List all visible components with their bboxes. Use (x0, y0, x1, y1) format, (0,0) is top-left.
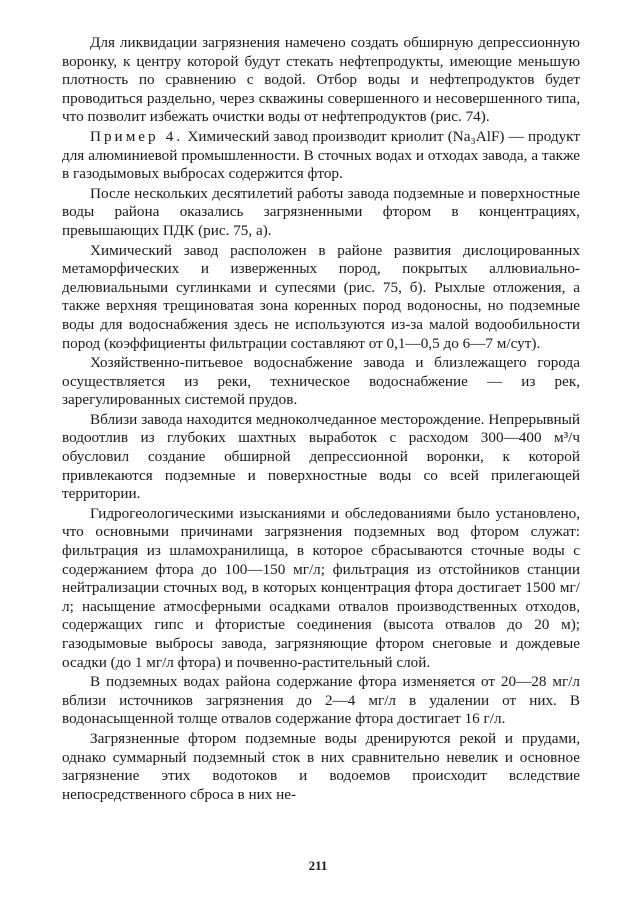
paragraph-example-4 (62, 128, 580, 184)
page-number: 211 (308, 858, 328, 873)
paragraph-geology: Химический завод расположен в районе развития дислоцированных метаморфических и изверженных пород, покрытых аллювиально-делювиальными суглинками и супесями (рис. 75, б). Рыхлые отложения, а также верхняя трещиноватая зона коренных пород водоносны, но подземные воды для водоснабжения здесь не используются из-за малой водообильности пород (коэффициенты фильтрации составляют от 0,1—0,5 до 6—7 м/сут). (62, 241, 580, 352)
paragraph-fluorine-contamination: После нескольких десятилетий работы завода подземные и поверхностные воды района оказались загрязненными фтором в концентрациях, превышающих ПДК (рис. 75, а). (62, 184, 580, 239)
paragraph-contamination-causes: Гидрогеологическими изысканиями и обследованиями было установлено, что основными причинами загрязнения подземных вод фтором служат: фильтрация из шламохранилища, в которое сбрасываются сточные воды с содержанием фтора до 100—150 мг/л; фильтрация из отстойников станции нейтрализации сточных вод, в которых концентрация фтора достигает 1500 мг/л; насыщение атмосферными осадками отвалов производственных отходов, содержащих гипс и фтористые соединения (высота отвалов до 20 м); газодымовые выбросы завода, загрязняющие фтором снеговые и дождевые осадки (до 1 мг/л фтора) и почвенно-растительный слой. (62, 504, 580, 671)
page-body (62, 34, 580, 804)
paragraph-water-supply: Хозяйственно-питьевое водоснабжение завода и близлежащего города осуществляется из реки, техническое водоснабжение — из рек, зарегулированных системой прудов. (62, 354, 580, 409)
paragraph-drainage-funnel: Для ликвидации загрязнения намечено создать обширную депрессионную воронку, к центру которой будут стекать нефтепродукты, имеющие меньшую плотность по сравнению с водой. Отбор воды и нефтепродуктов будет проводиться раздельно, через скважины совершенного и несовершенного типа, что позволит избежать очистки воды от нефтепродуктов (рис. 74). (62, 34, 580, 126)
paragraph-fluorine-levels: В подземных водах района содержание фтора изменяется от 20—28 мг/л вблизи источников загрязнения до 2—4 мг/л в удалении от них. В водонасыщенной толще отвалов содержание фтора достигает 16 г/л. (62, 673, 580, 728)
example-text: Химический завод производит криолит (Na₃AlF) — продукт для алюминиевой промышленности. В сточных водах и отходах завода, а также в газодымовых выбросах содержится фтор. (62, 127, 580, 183)
example-label: Пример 4. (90, 127, 184, 145)
paragraph-drainage-rivers: Загрязненные фтором подземные воды дренируются рекой и прудами, однако суммарный подземный сток в них сравнительно невелик и основное загрязнение этих водотоков и водоемов происходит вследствие непосредственного сброса в них не- (62, 729, 580, 803)
paragraph-copper-deposit: Вблизи завода находится медноколчеданное месторождение. Непрерывный водоотлив из глубоких шахтных выработок с расходом 300—400 м³/ч обусловил создание обширной депрессионной воронки, к которой привлекаются подземные и поверхностные воды со всей прилегающей территории. (62, 410, 580, 503)
